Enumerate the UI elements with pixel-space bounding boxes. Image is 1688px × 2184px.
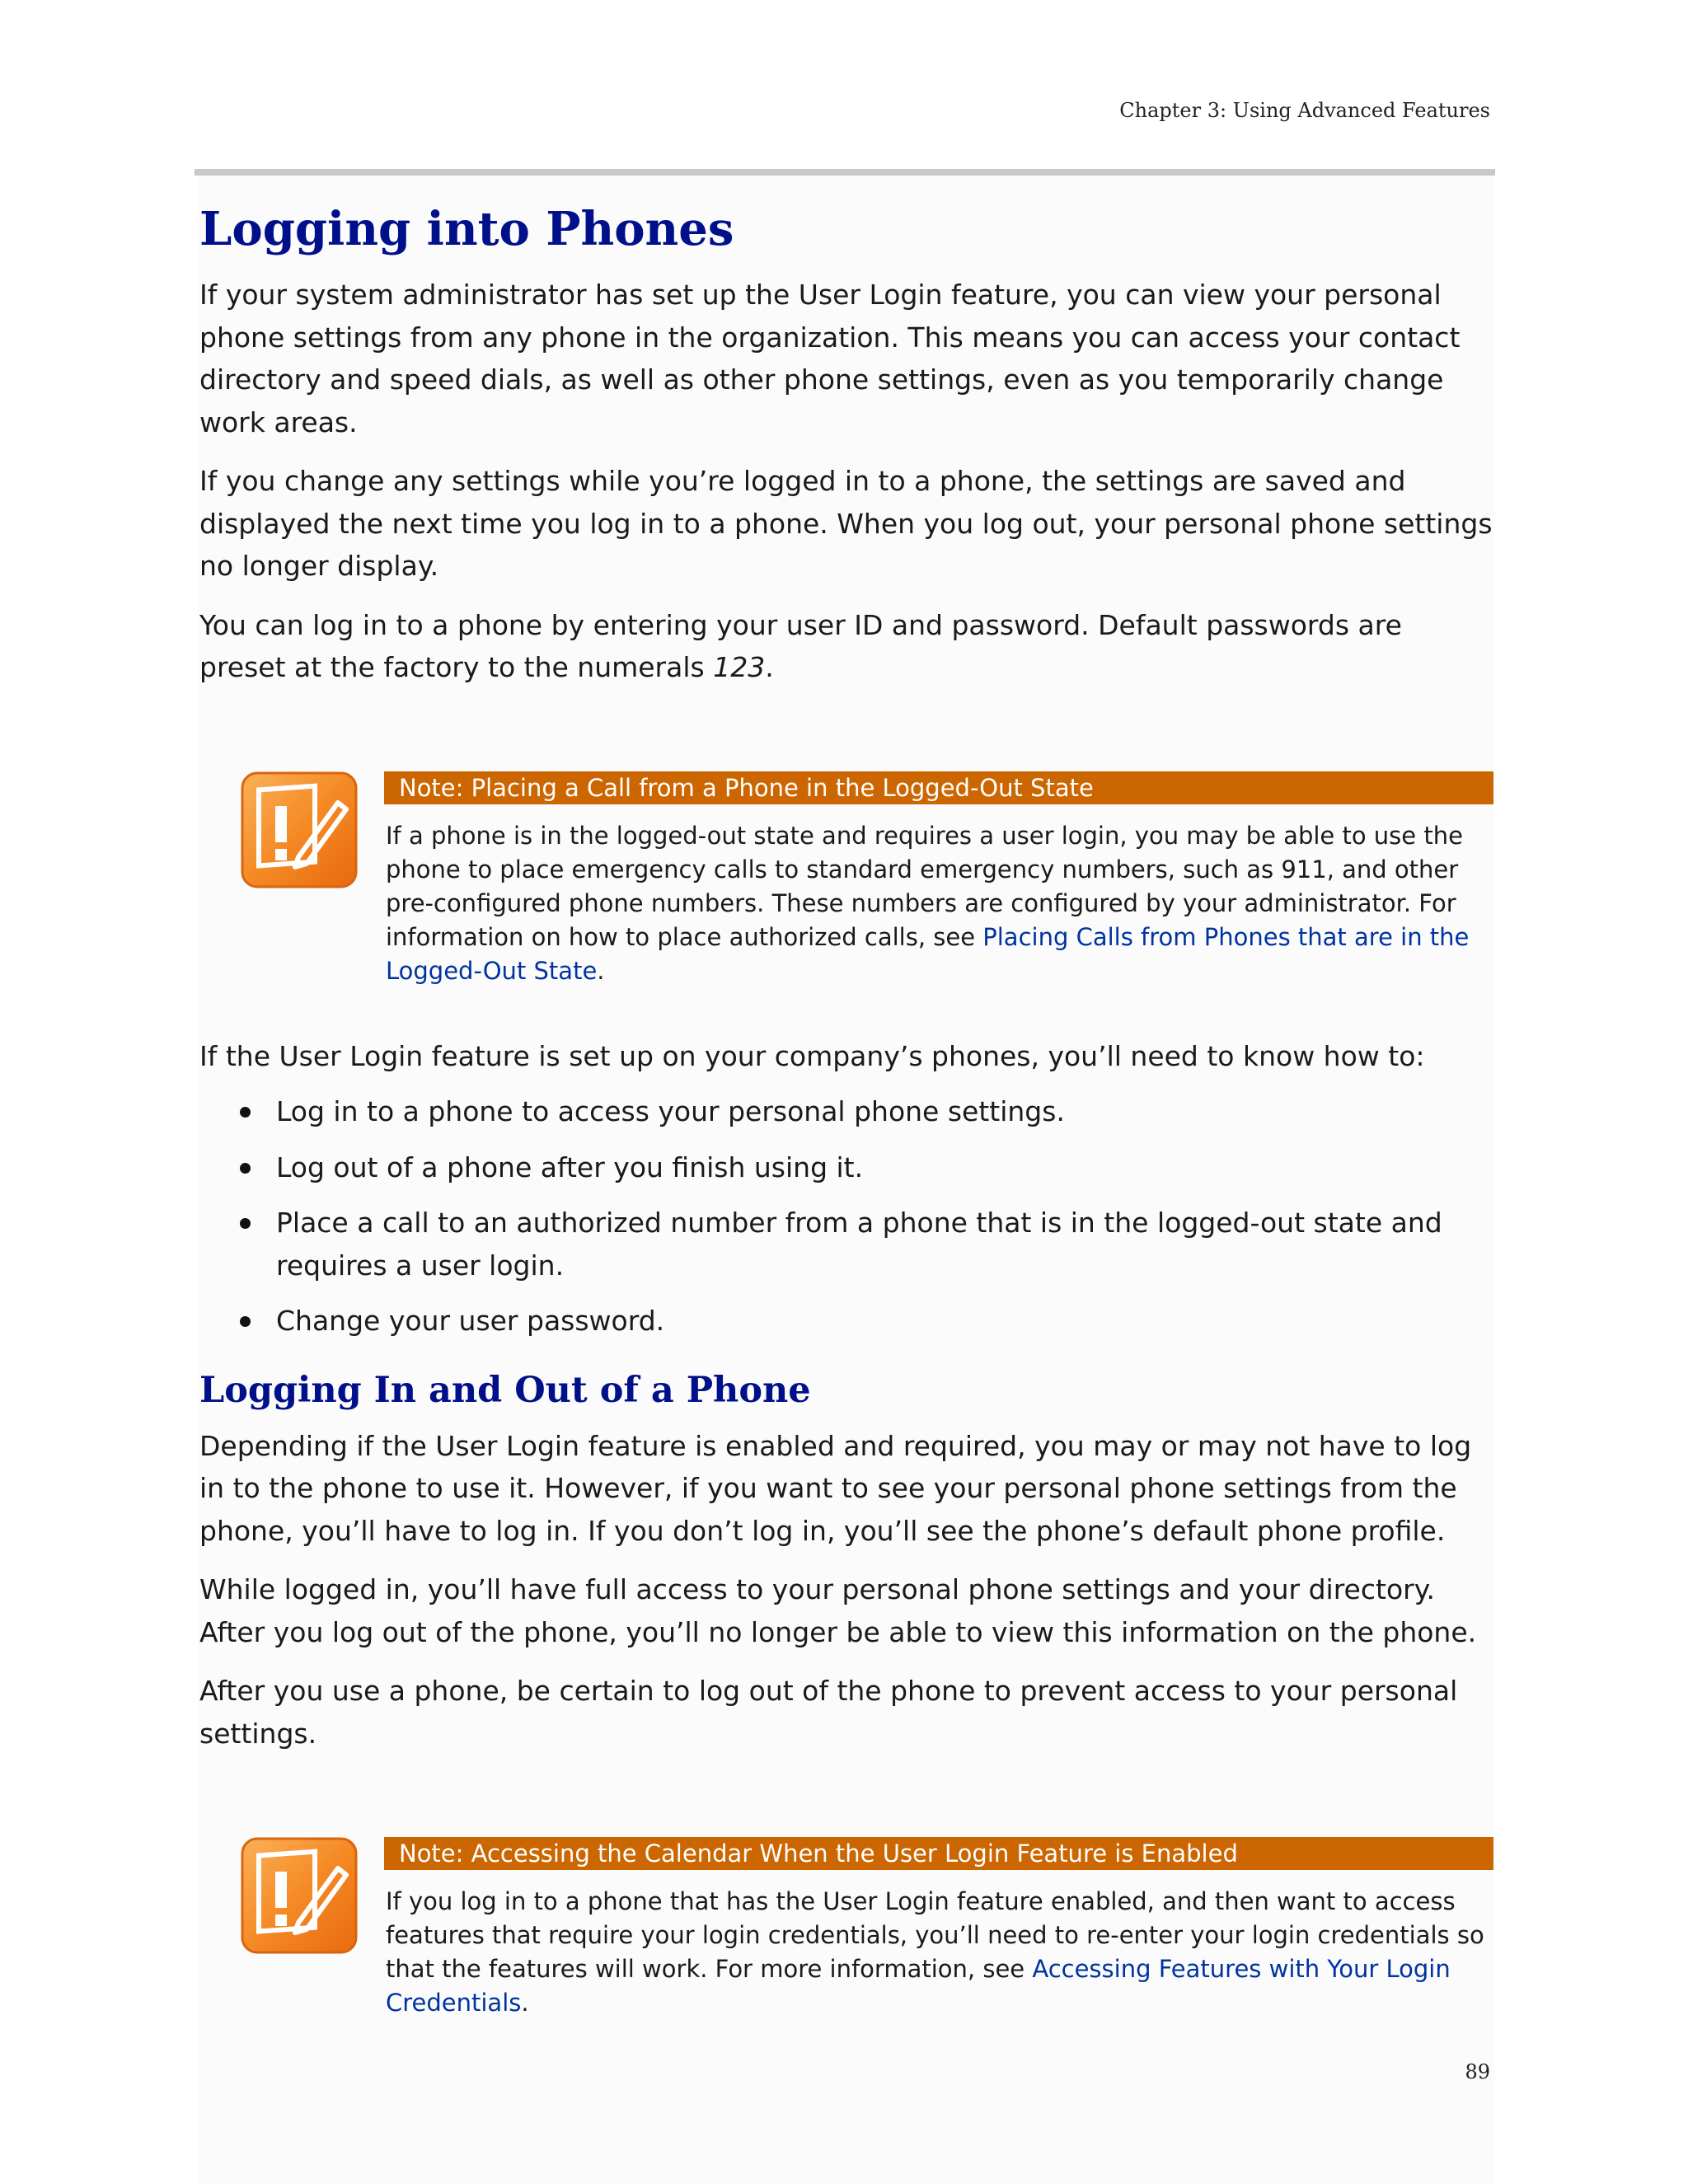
list-item (199, 1202, 1493, 1286)
header-rule (195, 169, 1495, 176)
note-box-logged-out-calls (199, 771, 1493, 985)
paragraph: If your system administrator has set up the User Login feature, you can view your personal phone settings from any phone in the organization. This means you can access your contact directory and speed dials, as well as other phone settings, even as you temporarily change work areas. (199, 279, 1461, 438)
section-title-logging-in-and-out: Logging In and Out of a Phone (199, 1369, 811, 1411)
default-password-value: 123 (713, 651, 766, 683)
paragraph: While logged in, you’ll have full access to your personal phone settings and your directory. After you log out of the phone, you’ll no longer be able to view this information on the phone. (199, 1573, 1477, 1648)
task-list (199, 1090, 1493, 1343)
bullet-icon (240, 1218, 251, 1229)
list-intro: If the User Login feature is set up on your company’s phones, you’ll need to know how to: (199, 1039, 1425, 1072)
note-end: . (521, 1989, 529, 2017)
note-pencil-icon (241, 1837, 358, 1954)
list-item-text: Log in to a phone to access your personal phone settings. (276, 1095, 1065, 1127)
link-accessing-features-login[interactable]: Accessing Features with Your Login Credentials (386, 1955, 1451, 2017)
paragraph-text: You can log in to a phone by entering your user ID and password. Default passwords are preset at the factory to the numerals (199, 608, 1402, 683)
note-box-calendar-login (199, 1837, 1493, 2017)
note-text: If you log in to a phone that has the User Login feature enabled, and then want to access features that require your login credentials, you’ll need to re-enter your login credentials so that the features will work. For more information, see (386, 1887, 1484, 1983)
note-text: If a phone is in the logged-out state and requires a user login, you may be able to use the phone to place emergency calls to standard emergency numbers, such as 911, and other pre-configured phone numbers. These numbers are configured by your administrator. For information on how to place authorized calls, see (386, 821, 1463, 951)
list-item (199, 1090, 1493, 1133)
note-pencil-icon (241, 771, 358, 888)
note-title: Note: Placing a Call from a Phone in the Logged-Out State (384, 771, 1493, 804)
bullet-icon (240, 1107, 251, 1118)
running-header: Chapter 3: Using Advanced Features (1119, 99, 1490, 122)
paragraph (199, 604, 1493, 689)
paragraph: If you change any settings while you’re logged in to a phone, the settings are saved and displayed the next time you log in to a phone. When you log out, your personal phone settings no longer display. (199, 465, 1493, 582)
note-title: Note: Accessing the Calendar When the User Login Feature is Enabled (384, 1837, 1493, 1870)
note-body (386, 1885, 1493, 2020)
list-item-text: Change your user password. (276, 1305, 665, 1337)
note-end: . (597, 956, 605, 985)
link-placing-calls-logged-out[interactable]: Placing Calls from Phones that are in the Logged-Out State (386, 922, 1470, 985)
page-number: 89 (1465, 2060, 1490, 2083)
list-item-text: Place a call to an authorized number from a phone that is in the logged-out state and requires a user login. (276, 1207, 1442, 1282)
list-item-text: Log out of a phone after you finish using it. (276, 1151, 864, 1183)
section-title-logging-into-phones: Logging into Phones (199, 202, 734, 256)
paragraph: Depending if the User Login feature is enabled and required, you may or may not have to log in to the phone to use it. However, if you want to see your personal phone settings from the phone, you’ll have to log in. If you don’t log in, you’ll see the phone’s default phone profile. (199, 1429, 1472, 1547)
note-body (386, 819, 1493, 988)
list-item (199, 1300, 1493, 1343)
paragraph-end: . (765, 651, 774, 683)
page-content (199, 198, 1493, 2017)
bullet-icon (240, 1163, 251, 1174)
bullet-icon (240, 1316, 251, 1327)
list-item (199, 1146, 1493, 1189)
paragraph: After you use a phone, be certain to log out of the phone to prevent access to your personal settings. (199, 1675, 1458, 1750)
